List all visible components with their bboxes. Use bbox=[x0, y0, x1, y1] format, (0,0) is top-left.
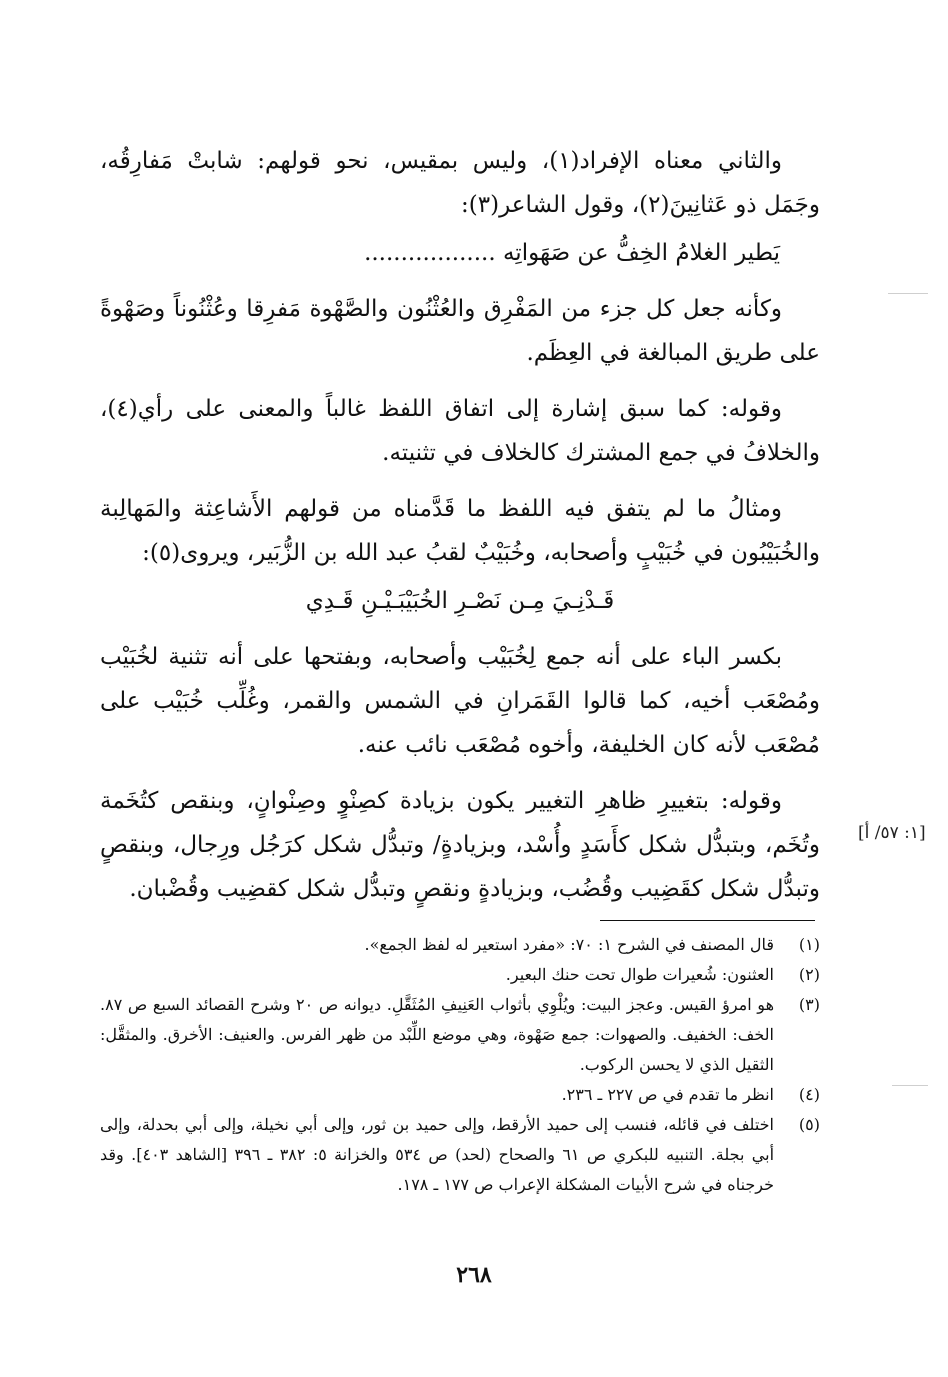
scan-edge-mark bbox=[888, 293, 928, 294]
paragraph-4: ومثالُ ما لم يتفق فيه اللفظ ما قَدَّمناه من قولهم الأَشاعِثة والمَهالِبة والخُبَيْبُون في خُبَيْبٍ وأصحابه، وخُبَيْبٌ لقبُ عبد الله بن الزُّبَير، ويروى(٥): bbox=[100, 496, 820, 566]
footnote-text: العثنون: شُعيرات طوال تحت حنك البعير. bbox=[505, 965, 774, 984]
scan-edge-mark bbox=[892, 1085, 928, 1086]
footnote-5 bbox=[100, 1110, 820, 1200]
footnote-separator bbox=[600, 920, 815, 921]
footnote-2 bbox=[100, 960, 820, 990]
verse-2: قَـدْنِـيَ مِـن نَصْـرِ الخُبَيْبَـيْـنِ قَـدِي bbox=[305, 588, 615, 614]
manuscript-margin-note: [١: ٥٧/ أ] bbox=[858, 823, 926, 843]
footnote-number: (٢) bbox=[798, 965, 820, 984]
paragraph-2: وكأنه جعل كل جزء من المَفْرِق والعُثْنُون والصَّهْوة مَفرِقا وعُثْنُوناً وصَهْوةً على طريق المبالغة في العِظَم. bbox=[100, 296, 820, 366]
page-number: ٢٦٨ bbox=[456, 1262, 492, 1288]
footnotes bbox=[100, 930, 820, 1200]
paragraph-3: وقوله: كما سبق إشارة إلى اتفاق اللفظ غالباً والمعنى على رأي(٤)، والخلافُ في جمع المشترك كالخلاف في تثنيته. bbox=[100, 396, 820, 466]
paragraph-5: بكسر الباء على أنه جمع لِخُبَيْب وأصحابه، وبفتحها على أنه تثنية لخُبَيْب ومُصْعَب أخيه، كما قالوا القَمَرانِ في الشمس والقمر، وغُلِّب خُبَيْب على مُصْعَب لأنه كان الخليفة، وأخوه مُصْعَب نائب عنه. bbox=[100, 644, 820, 758]
footnote-4 bbox=[100, 1080, 820, 1110]
footnote-number: (٥) bbox=[798, 1115, 820, 1134]
footnote-number: (٣) bbox=[798, 995, 820, 1014]
footnote-1 bbox=[100, 930, 820, 960]
footnote-3 bbox=[100, 990, 820, 1080]
main-text bbox=[100, 125, 820, 923]
footnote-text: قال المصنف في الشرح ١: ٧٠: «مفرد استعير له لفظ الجمع». bbox=[364, 935, 774, 954]
paragraph-6: وقوله: بتغييرِ ظاهرِ التغيير يكون بزيادة كصِنْوٍ وصِنْوانٍ، وبنقص كتُخَمة وتُخَم، وبتبدُّل شكل كأَسَدٍ وأُسْد، وبزيادةٍ/ وتبدُّل شكل كرَجُل ورِجال، وبنقصٍ وتبدُّل شكل كقَضِيب وقُضُب، وبزيادةٍ ونقصٍ وتبدُّل شكل كقضِيب وقُضْبان. bbox=[100, 788, 820, 902]
verse-1: يَطير الغلامُ الخِفُّ عن صَهَواتِه .................. bbox=[364, 240, 780, 266]
footnote-text: هو امرؤ القيس. وعجز البيت: ويُلْوِي بأثواب العَنِيفِ المُثَقَّلِ. ديوانه ص ٢٠ وشرح القصائد السبع ص ٨٧. الخف: الخفيف. والصهوات: جمع صَهْوة، وهي موضع اللِّبْد من ظهر الفرس. والعنيف: الأخرق. والمثقَّل: الثقيل الذي لا يحسن الركوب. bbox=[100, 995, 775, 1074]
footnote-number: (٤) bbox=[798, 1085, 820, 1104]
footnote-number: (١) bbox=[798, 935, 820, 954]
footnote-text: انظر ما تقدم في ص ٢٢٧ ـ ٢٣٦. bbox=[561, 1085, 774, 1104]
paragraph-1: والثاني معناه الإفراد(١)، وليس بمقيس، نحو قولهم: شابتْ مَفارِقُه، وجَمَل ذو عَثانِينَ(٢)، وقول الشاعر(٣): bbox=[100, 148, 820, 218]
footnote-text: اختلف في قائله، فنسب إلى حميد الأرقط، وإلى حميد بن ثور، وإلى أبي نخيلة، وإلى أبي بحدلة، وإلى أبي بجلة. التنبيه للبكري ص ٦١ والصحاح (لحد) ص ٥٣٤ والخزانة ٥: ٣٨٢ ـ ٣٩٦ [الشاهد ٤٠٣]. وقد خرجناه في شرح الأبيات المشكلة الإعراب ص ١٧٧ ـ ١٧٨. bbox=[100, 1115, 775, 1194]
